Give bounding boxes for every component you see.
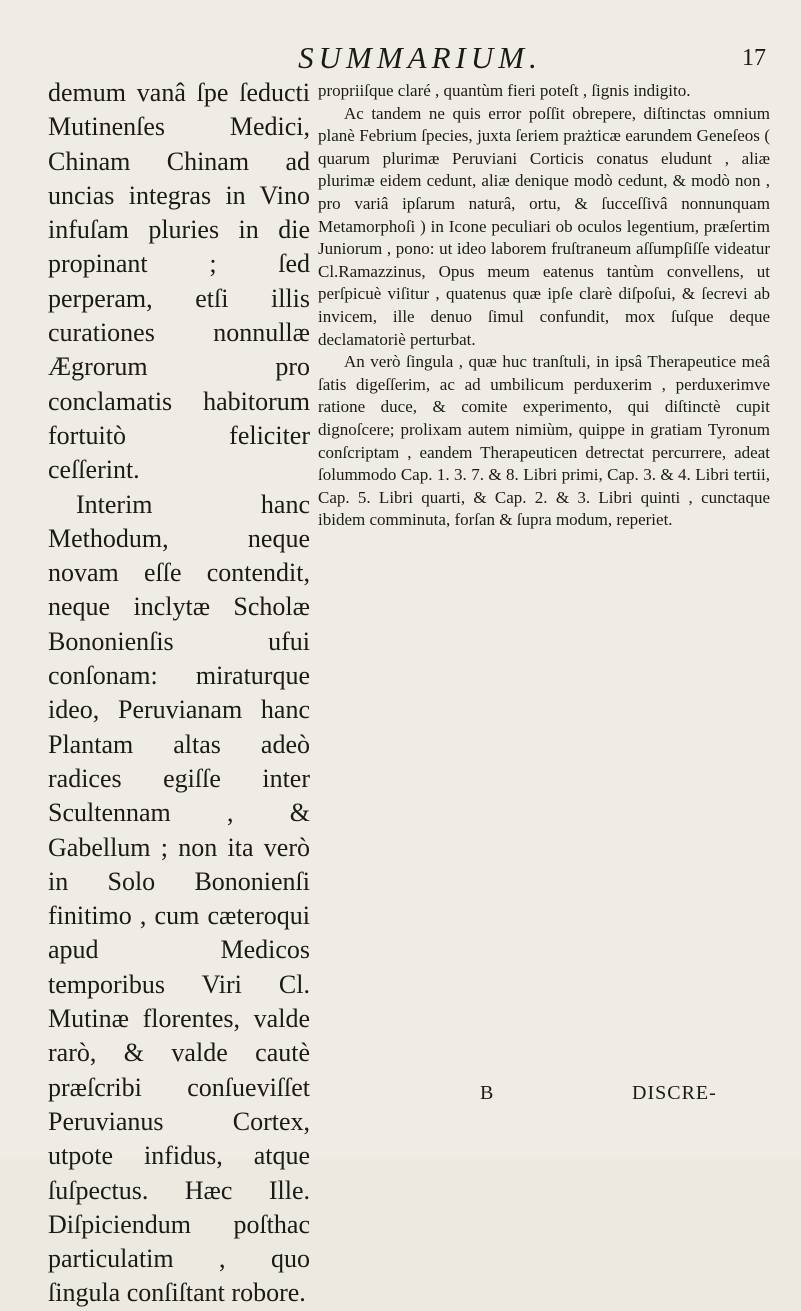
running-head: SUMMARIUM. [298,40,542,75]
right-paragraph-1: propriiſque claré , quantùm fieri poteſt , ſignis indigito. [318,81,691,100]
catchword: DISCRE- [632,1082,717,1104]
right-paragraph-2: Ac tandem ne quis error poſſit obrepere, diſtinctas omnium planè Febrium ſpecies, juxta ſeriem prażticæ earundem Geneſeos ( quarum plurimæ Peruviani Corticis conatus eludunt , aliæ plurimæ eidem cedunt, aliæ denique modò cedunt, & modò non , pro variâ ipſarum naturâ, ortu, & ſucceſſivâ nonnunquam Metamorphoſi ) in Icone peculiari ob oculos legentium, præſertim Juniorum , pono: ut ideo laborem fruſtraneum aſſumpſiſſe videatur Cl.Ramazzinus, Opus meum eatenus tantùm convellens, ut perſpicuè viſitur , quatenus quæ ipſe clarè diſpoſui, & ſecrevi ab invicem, ille denuo ſimul confundit, mox ſuſque deque declamatoriè perturbat. [318,103,770,349]
signature-mark: B [480,1082,494,1104]
page-footer [0,1078,801,1108]
left-column [48,76,310,1311]
right-column [318,80,770,532]
page-header [0,38,801,78]
page-number: 17 [742,45,766,71]
left-paragraph-1: demum vanâ ſpe ſeducti Mutinenſes Medici, Chinam Chinam ad uncias integras in Vino infuſam pluries in die propinant ; ſed perperam, etſi illis curationes nonnullæ Ægrorum pro conclamatis habitorum fortuitò feliciter ceſſerint. [48,78,310,485]
left-paragraph-2: Interim hanc Methodum, neque novam eſſe contendit, neque inclytæ Scholæ Bononienſis ufui conſonam: miraturque ideo, Peruvianam hanc Plantam altas adeò radices egiſſe inter Scultennam , & Gabellum ; non ita verò in Solo Bononienſi finitimo , cum cæteroqui apud Medicos temporibus Viri Cl. Mutinæ florentes, valde rarò, & valde cautè præſcribi conſueviſſet Peruvianus Cortex, utpote infidus, atque ſuſpectus. Hæc Ille. Diſpiciendum poſthac particulatim , quo ſingula conſiſtant robore. [48,489,310,1308]
right-paragraph-3: An verò ſingula , quæ huc tranſtuli, in ipsâ Therapeutice meâ ſatis digeſſerim, ac ad umbilicum perduxerim , perduxerimve ratione duce, & comite experimento, qui diſtinctè cupit dignoſcere; prolixam autem nimiùm, quippe in gratiam Tyronum conſcriptam , eandem Therapeuticen detrectat percurrere, adeat ſolummodo Cap. 1. 3. 7. & 8. Libri primi, Cap. 3. & 4. Libri tertii, Cap. 5. Libri quarti, & Cap. 2. & 3. Libri quinti , cunctaque ibidem comminuta, forſan & ſupra modum, reperiet. [318,352,770,530]
